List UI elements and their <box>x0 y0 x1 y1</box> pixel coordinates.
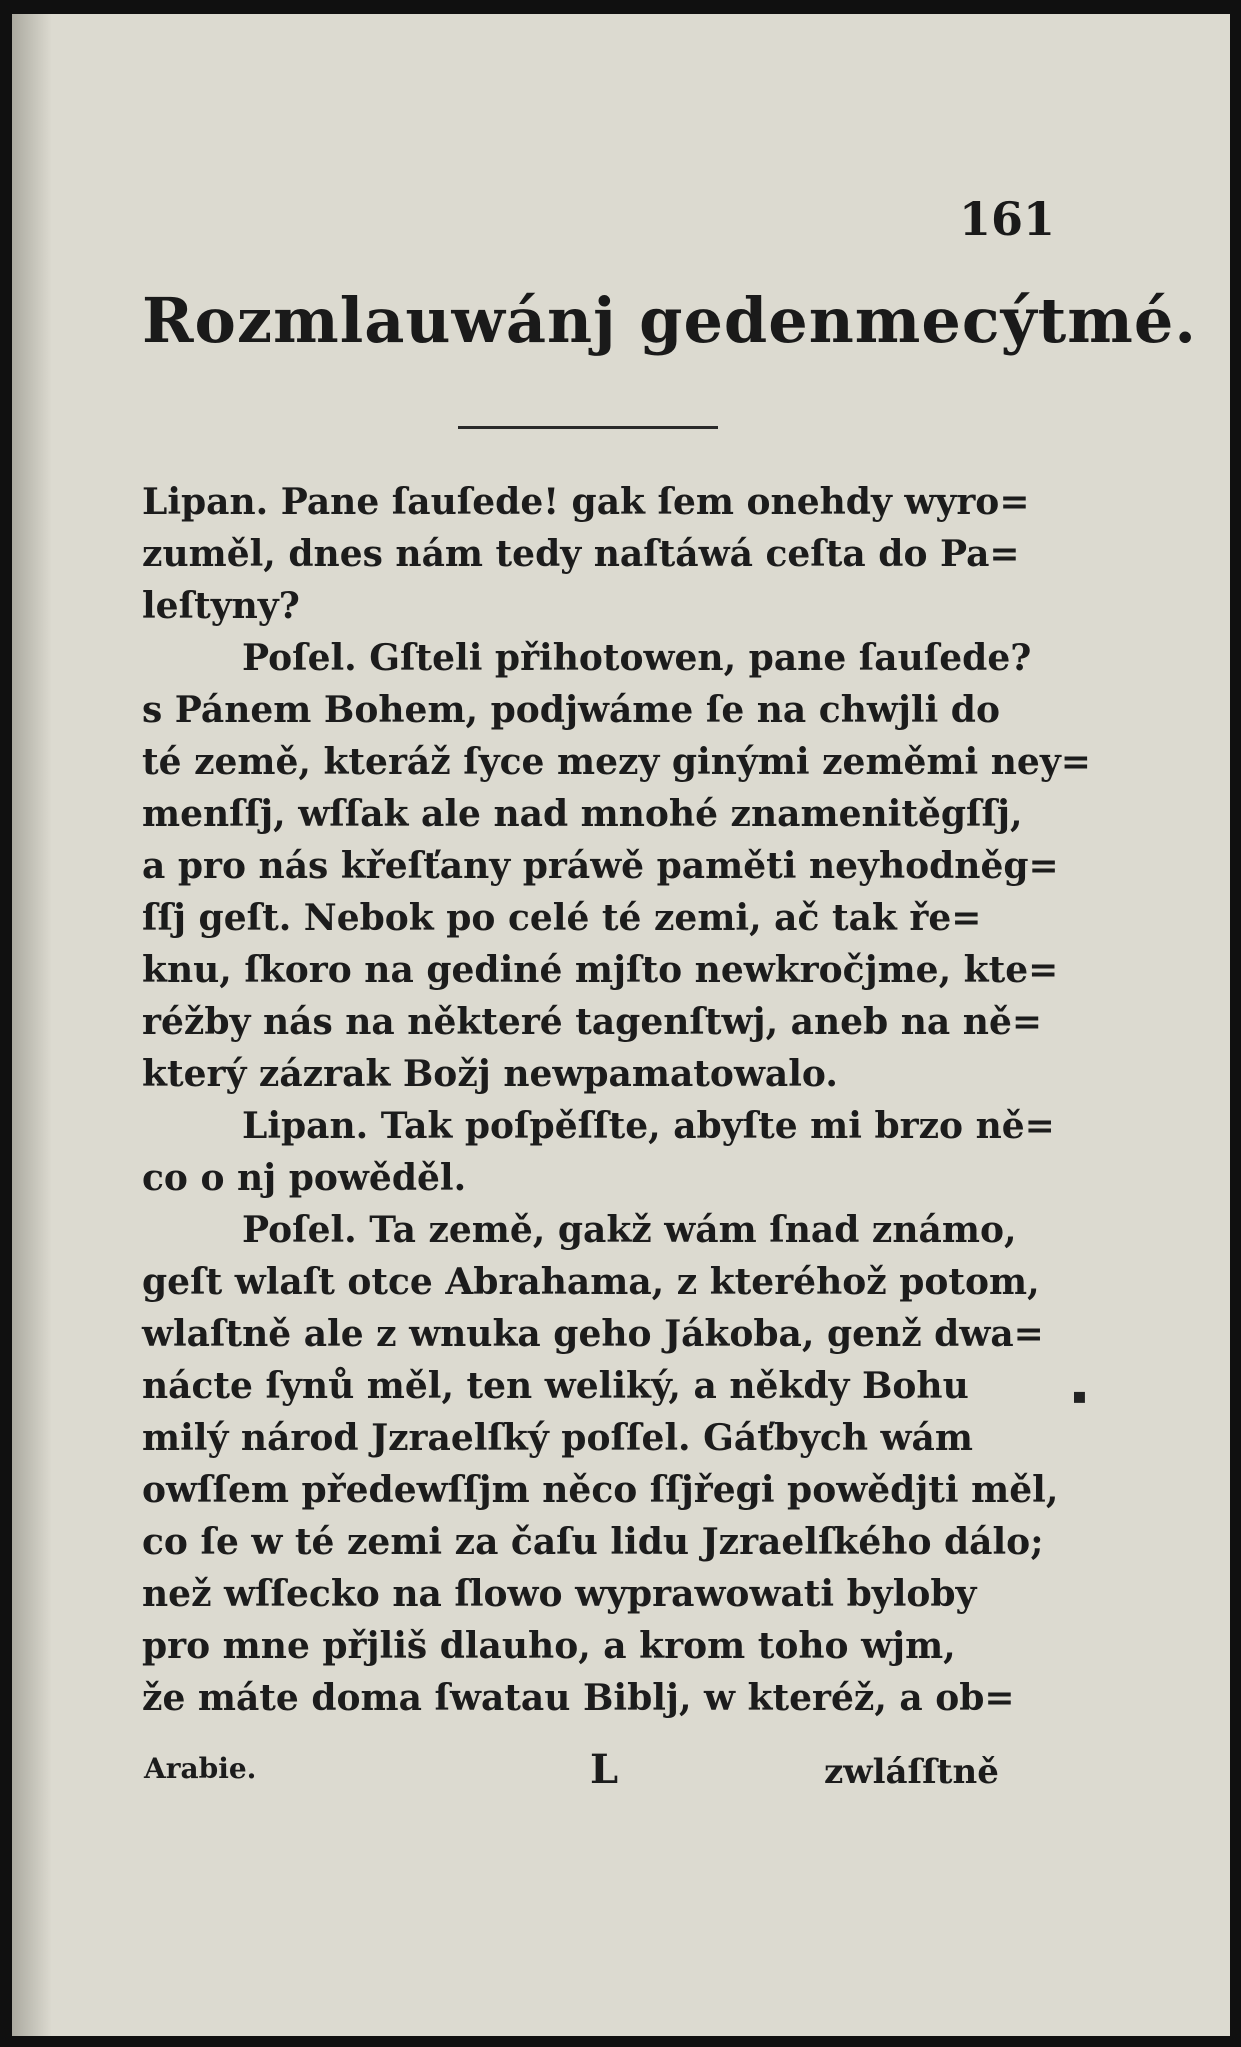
text-line: ſſj geſt. Nebok po celé té zemi, ač tak ře= <box>142 897 982 939</box>
text-line: Lipan. Pane ſauſede! gak ſem onehdy wyro= <box>142 481 1030 523</box>
text-line: Lipan. Tak poſpěſſte, abyſte mi brzo ně= <box>242 1105 1055 1147</box>
margin-speck: ▪ <box>1072 1384 1087 1409</box>
chapter-title: Rozmlauwánj gedenmecýtmé. <box>142 284 1197 357</box>
text-line: Poſel. Gſteli přihotowen, pane ſauſede? <box>242 637 1032 679</box>
text-line: který zázrak Božj newpamatowalo. <box>142 1053 838 1095</box>
body-text <box>142 476 1091 1724</box>
text-line: a pro nás křeſťany práwě paměti neyhodněg= <box>142 845 1059 887</box>
title-divider <box>458 426 718 429</box>
text-line: co ſe w té zemi za čaſu lidu Jzraelſkého dálo; <box>142 1521 1044 1563</box>
footer-catchword-right: zwláſſtně <box>824 1752 999 1792</box>
footer-catchword-left: Arabie. <box>144 1752 257 1785</box>
text-line: Poſel. Ta země, gakž wám ſnad známo, <box>242 1209 1017 1251</box>
text-line: menſſj, wſſak ale nad mnohé znamenitěgſſj, <box>142 793 1023 835</box>
text-line: owſſem předewſſjm něco ſſjřegi powědjti měl, <box>142 1469 1059 1511</box>
text-line: leſtyny? <box>142 585 300 627</box>
page-gutter-shadow <box>12 14 52 2036</box>
text-line: co o nj powěděl. <box>142 1157 467 1199</box>
text-line: pro mne přjliš dlauho, a krom toho wjm, <box>142 1625 956 1667</box>
text-line: než wſſecko na ſlowo wyprawowati byloby <box>142 1573 977 1615</box>
text-line: s Pánem Bohem, podjwáme ſe na chwjli do <box>142 689 1000 731</box>
text-line: knu, ſkoro na gediné mjſto newkročjme, kte= <box>142 949 1059 991</box>
signature-mark: L <box>590 1746 619 1793</box>
text-line: zuměl, dnes nám tedy naſtáwá ceſta do Pa= <box>142 533 1020 575</box>
page-number: 161 <box>959 192 1056 246</box>
page-footer <box>12 1746 1230 1802</box>
text-line: té země, kteráž ſyce mezy ginými zeměmi ney= <box>142 741 1091 783</box>
text-line: že máte doma ſwatau Biblj, w kteréž, a ob= <box>142 1677 1015 1719</box>
text-line: réžby nás na některé tagenſtwj, aneb na ně= <box>142 1001 1043 1043</box>
book-page <box>12 14 1230 2036</box>
text-line: geſt wlaſt otce Abrahama, z kteréhož potom, <box>142 1261 1040 1303</box>
text-line: wlaſtně ale z wnuka geho Jákoba, genž dwa= <box>142 1313 1044 1355</box>
text-line: milý národ Jzraelſký poſſel. Gáťbych wám <box>142 1417 973 1459</box>
text-line: nácte ſynů měl, ten weliký, a někdy Bohu <box>142 1365 969 1407</box>
